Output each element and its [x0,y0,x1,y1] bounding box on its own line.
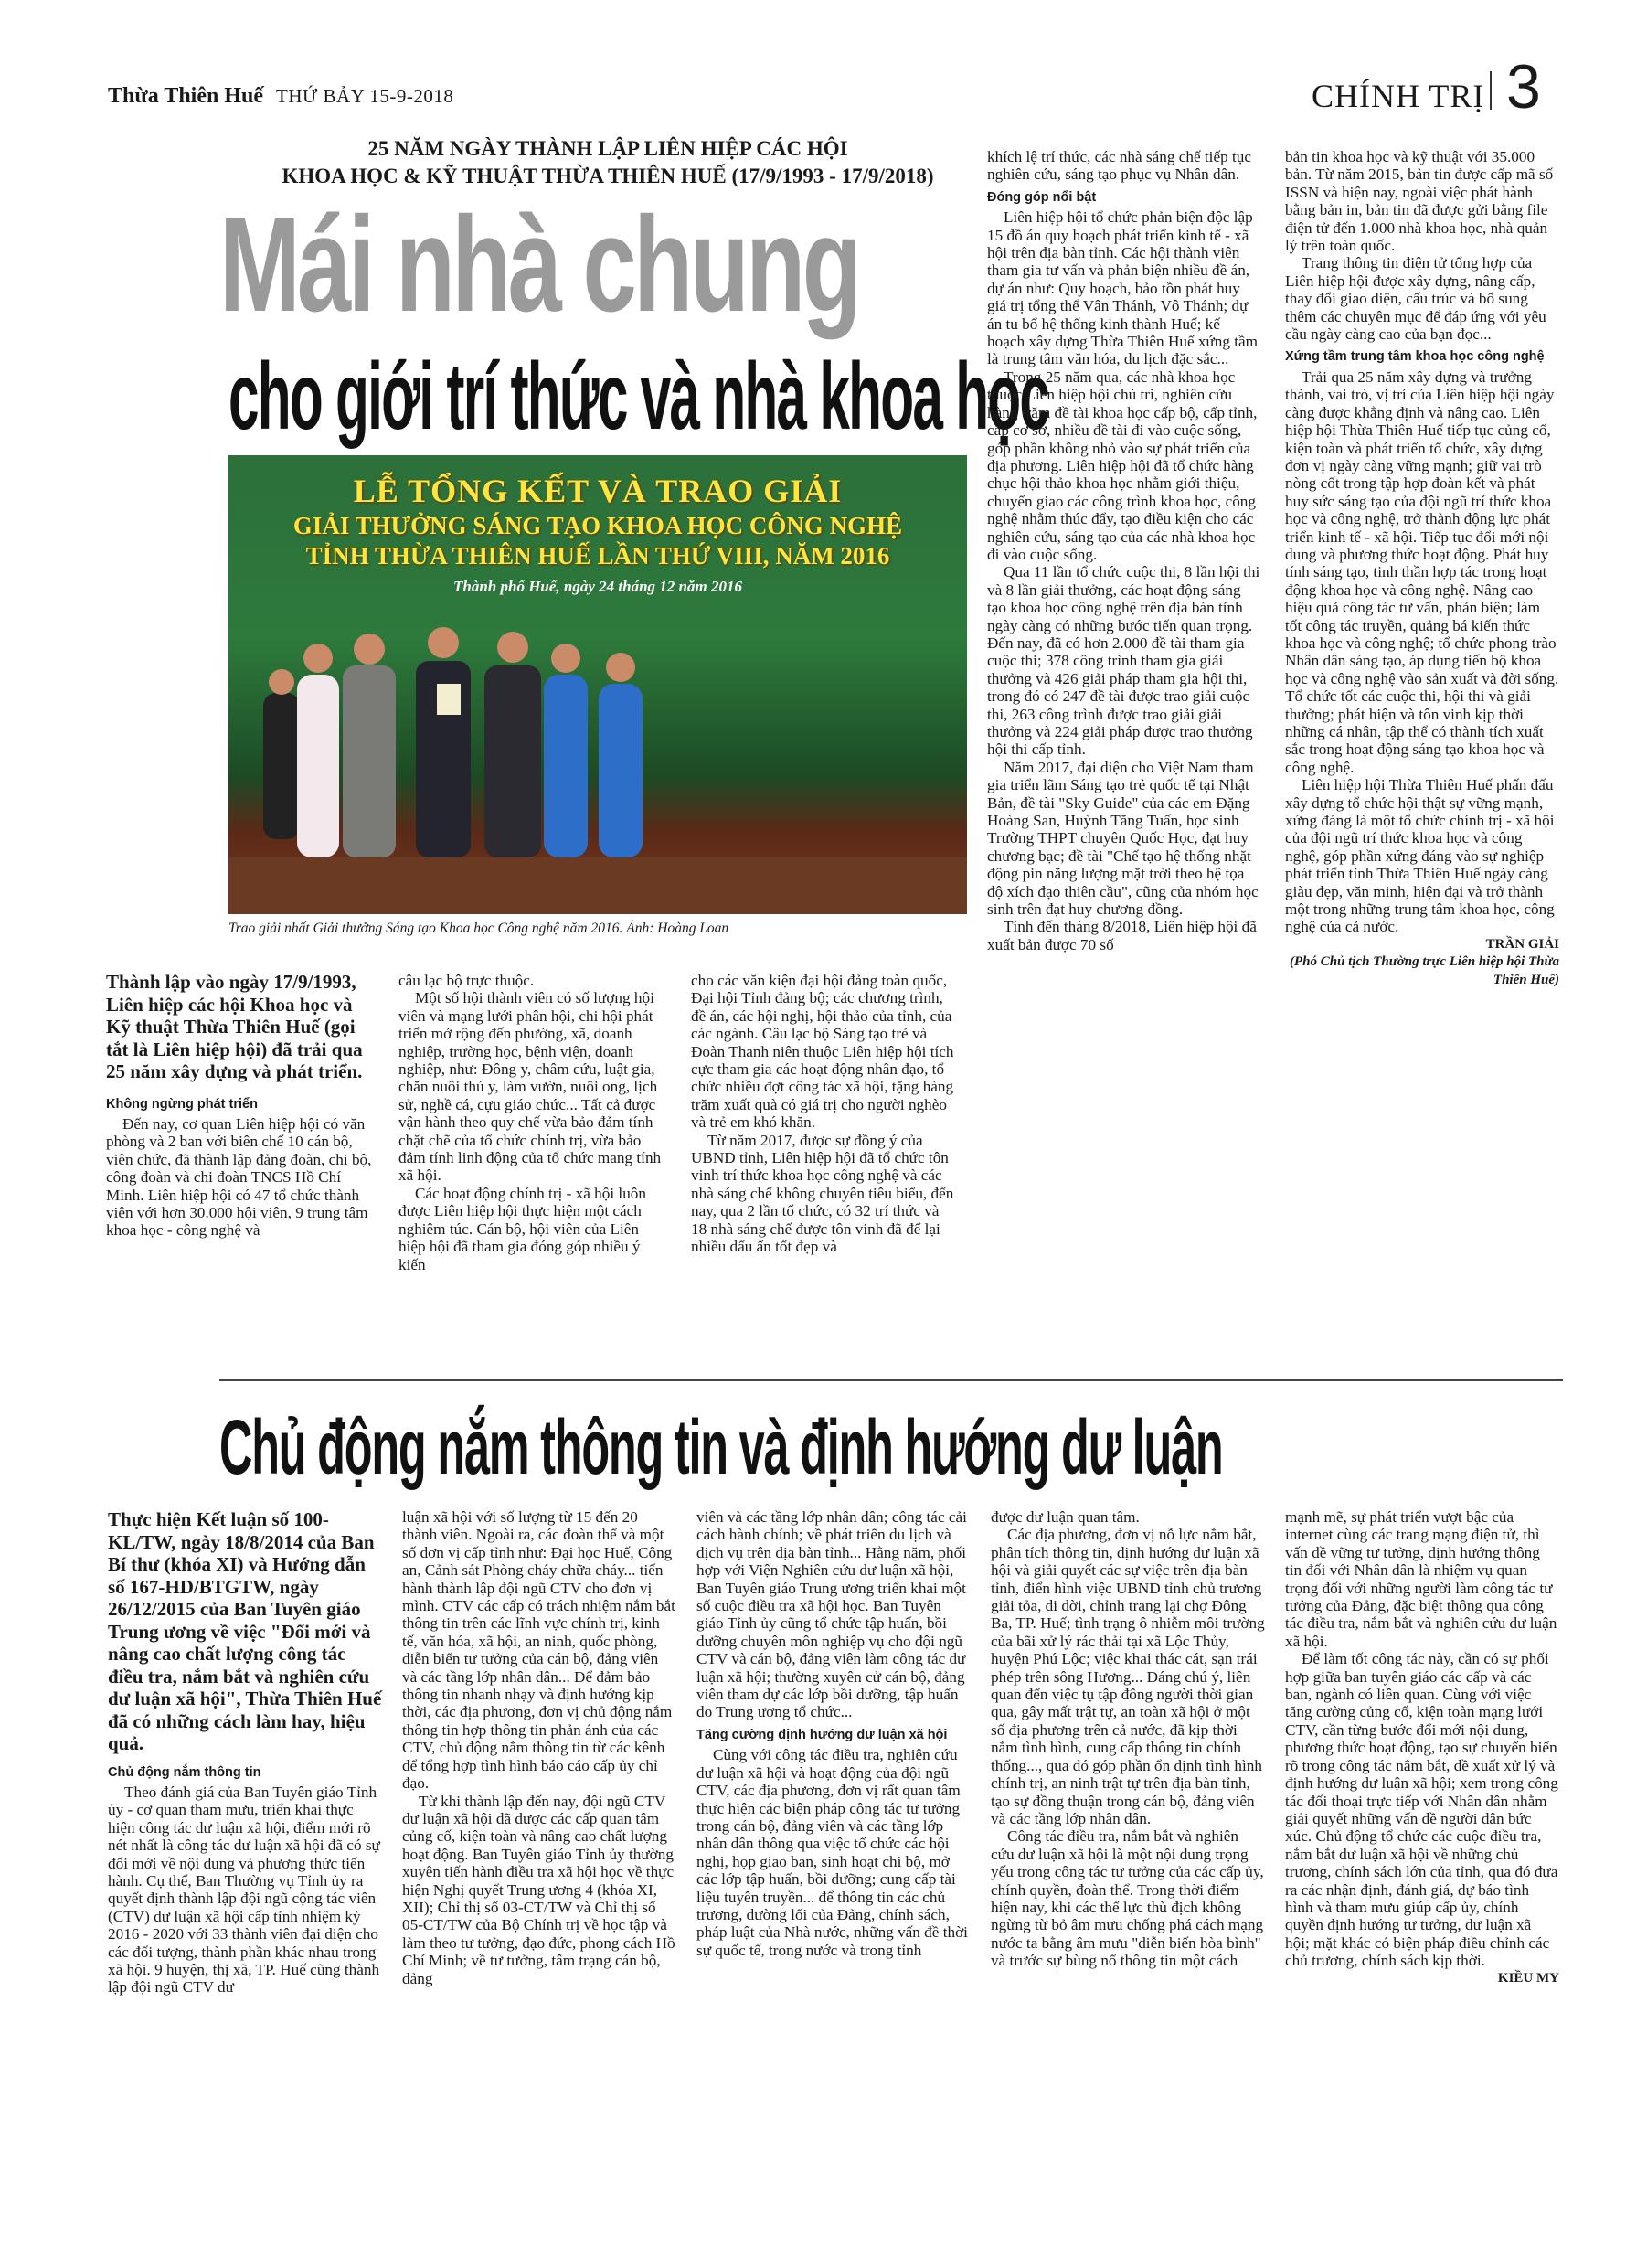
paragraph: Liên hiệp hội Thừa Thiên Huế phấn đấu xây dựng tổ chức hội thật sự vững mạnh, xứng đáng là một tổ chức chính trị - xã hội của đội ngũ trí thức khoa học và công nghệ, góp phần xứng đáng vào sự nghiệp phát triển tỉnh Thừa Thiên Huế ngày càng giàu đẹp, văn minh, hiện đại và trở thành một trong những trung tâm khoa học, công nghệ của cả nước. [1285,776,1555,936]
photo-banner-3: TỈNH THỪA THIÊN HUẾ LẦN THỨ VIII, NĂM 2016 [305,542,890,570]
person-figures [263,627,643,857]
paragraph: Công tác điều tra, nắm bắt và nghiên cứu dư luận xã hội là một nội dung trọng yếu trong công tác tư tưởng của các cấp ủy, chính quyền, đoàn thể. Trong thời điểm hiện nay, khi các thế lực thù địch không ngừng từ bỏ âm mưu chống phá cách mạng nước ta bằng âm mưu "diễn biến hòa bình" và trước sự bùng nổ thông tin một cách [991,1827,1264,1970]
paragraph: khích lệ trí thức, các nhà sáng chế tiếp tục nghiên cứu, sáng tạo phục vụ Nhân dân. [987,148,1251,184]
paragraph: câu lạc bộ trực thuộc. [398,972,535,989]
issue-date: THỨ BẢY 15-9-2018 [276,85,454,107]
article1-title-line-1: Mái nhà chung [219,189,859,340]
page-number: 3 [1506,52,1541,122]
author-byline: KIỀU MY [1497,1970,1559,1986]
paragraph: Đến nay, cơ quan Liên hiệp hội có văn phòng và 2 ban với biên chế 10 cán bộ, viên chức, đã thành lập đảng đoàn, chi bộ, công đoàn và chi đoàn TNCS Hồ Chí Minh. Liên hiệp hội có 47 tổ chức thành viên với hơn 30.000 hội viên, 9 trung tâm khoa học - công nghệ và [106,1114,372,1240]
paragraph: được dư luận quan tâm. [991,1508,1140,1526]
paragraph: Năm 2017, đại diện cho Việt Nam tham gia triển lãm Sáng tạo trẻ quốc tế tại Nhật Bản, đề tài "Sky Guide" của các em Đặng Hoàng San, Huỳnh Tăng Tuấn, học sinh Trường THPT chuyên Quốc Học, đạt huy chương bạc; đề tài "Chế tạo hệ thống nhặt động pin năng lượng mặt trời theo hệ tọa độ xích đạo thiên cầu", cũng của nhóm học sinh trên đạt huy chương đồng. [987,758,1259,919]
paragraph: bản tin khoa học và kỹ thuật với 35.000 bản. Từ năm 2015, bản tin được cấp mã số ISSN và hiện nay, ngoài việc phát hành bằng bản in, bản tin đã được gửi bằng file điện tử đến 1.000 nhà khoa học, nhà quản lý trên toàn quốc. [1285,148,1554,255]
paragraph: Cùng với công tác điều tra, nghiên cứu dư luận xã hội và hoạt động của đội ngũ CTV, các địa phương, đơn vị rất quan tâm thực hiện các biện pháp công tác tư tưởng trong cán bộ, đảng viên và các tầng lớp nhân dân thông qua việc tổ chức các hội nghị, họp giao ban, sinh hoạt chi bộ, mở các lớp tập huấn, bồi dưỡng; cung cấp tài liệu tuyên truyền... để thông tin các chủ trương, đường lối của Đảng, chính sách, pháp luật của Nhà nước, những vấn đề thời sự quốc tế, trong nước và trong tỉnh [696,1746,968,1959]
article1-column-5 [1285,148,1559,989]
photo-banner-2: GIẢI THƯỞNG SÁNG TẠO KHOA HỌC CÔNG NGHỆ [292,512,903,539]
article1-column-4 [987,148,1261,953]
paragraph: Từ năm 2017, được sự đồng ý của UBND tỉnh, Liên hiệp hội đã tổ chức tôn vinh trí thức khoa học công nghệ và các nhà sáng chế không chuyên tiêu biểu, đến nay, qua 2 lần tổ chức, có 32 trí thức và 18 nhà sáng chế được tôn vinh đã để lại nhiều dấu ấn tốt đẹp và [691,1131,954,1256]
author-role: (Phó Chủ tịch Thường trực Liên hiệp hội Thừa Thiên Huế) [1289,954,1559,987]
article1-column-1 [106,971,373,1240]
paragraph: Liên hiệp hội tổ chức phản biện độc lập 15 đồ án quy hoạch phát triển kinh tế - xã hội trên địa bàn tỉnh. Các hội thành viên tham gia tư vấn và phản biện nhiều đề án, dự án như: Quy hoạch, bảo tồn phát huy giá trị tổng thể Vân Thánh, Vô Thánh; dự án tu bổ hệ thống kinh thành Huế; kế hoạch xây dựng Thừa Thiên Huế xứng tầm là trung tâm văn hóa, du lịch đặc sắc... [987,208,1259,368]
article2-column-2 [402,1508,676,1987]
subheading: Chủ động nắm thông tin [108,1764,261,1780]
paragraph: Qua 11 lần tổ chức cuộc thi, 8 lần hội thi và 8 lần giải thưởng, các hoạt động sáng tạo khoa học công nghệ trên địa bàn tỉnh ngày càng có những bước tiến quan trọng. Đến nay, đã có hơn 2.000 đề tài tham gia cuộc thi; 378 công trình tham gia giải thưởng và 426 giải pháp tham gia hội thi, trong đó có 247 đề tài được trao giải cuộc thi, 263 công trình được trao giải giải thưởng và 224 giải pháp được trao thưởng hội thi cấp tỉnh. [987,563,1260,759]
people-illustration [228,455,967,914]
article2-lead: Thực hiện Kết luận số 100-KL/TW, ngày 18/8/2014 của Ban Bí thư (khóa XI) và Hướng dẫn số 167-HD/BTGTW, ngày 26/12/2015 của Ban Tuyên giáo Trung ương về việc "Đổi mới và nâng cao chất lượng công tác điều tra, nắm bắt và nghiên cứu dư luận xã hội", Thừa Thiên Huế đã có những cách làm hay, hiệu quả. [108,1508,382,1754]
kicker-line-2: KHOA HỌC & KỸ THUẬT THỪA THIÊN HUẾ (17/9/1993 - 17/9/2018) [282,165,934,187]
author-byline: TRẦN GIẢI [1485,936,1559,952]
section-divider [1490,71,1492,110]
paragraph: Để làm tốt công tác này, cần có sự phối hợp giữa ban tuyên giáo các cấp và các ban, ngành có liên quan. Cùng với việc tăng cường củng cố, kiện toàn mạng lưới CTV, cần từng bước đổi mới nội dung, phương thức hoạt động, tạo sự chuyển biến rõ trong công tác nắm bắt, đề xuất xử lý và định hướng dư luận xã hội; xem trọng công tác đối thoại trực tiếp với Nhân dân nhằm giải quyết những vấn đề người dân bức xúc. Chủ động tổ chức các cuộc điều tra, nắm bắt dư luận xã hội về những chủ trương, chính sách lớn của tỉnh, qua đó đưa ra các nhận định, đánh giá, dự báo tình hình và tham mưu giúp cấp ủy, chính quyền định hướng tư tưởng, dư luận xã hội; mặt khác có biện pháp điều chỉnh các chủ trương, chính sách kịp thời. [1285,1650,1558,1970]
photo-caption: Trao giải nhất Giải thưởng Sáng tạo Khoa học Công nghệ năm 2016. Ảnh: Hoàng Loan [228,921,729,936]
masthead [108,84,453,109]
article1-lead: Thành lập vào ngày 17/9/1993, Liên hiệp các hội Khoa học và Kỹ thuật Thừa Thiên Huế (gọi tắt là Liên hiệp hội) đã trải qua 25 năm xây dựng và phát triển. [106,971,363,1082]
subheading: Xứng tầm trung tâm khoa học công nghệ [1285,349,1545,365]
paragraph: Một số hội thành viên có số lượng hội viên và mạng lưới phân hội, chi hội phát triển mở rộng đến phường, xã, doanh nghiệp, trường học, bệnh viện, doanh nghiệp, như: Đông y, châm cứu, luật gia, chăn nuôi thú y, làm vườn, nuôi ong, lịch sử, nghề cá, cựu giáo chức... Tất cả được vận hành theo quy chế vừa bảo đảm tính chặt chẽ của tổ chức chính trị, vừa bảo đảm tính linh động của tổ chức mang tính xã hội. [398,989,662,1185]
paragraph: Từ khi thành lập đến nay, đội ngũ CTV dư luận xã hội đã được các cấp quan tâm củng cố, kiện toàn và nâng cao chất lượng hoạt động. Ban Tuyên giáo Tỉnh ủy thường xuyên tiến hành điều tra xã hội học về thực hiện Nghị quyết Trung ương 4 (khóa XI, XII); Chỉ thị số 03-CT/TW và Chỉ thị số 05-CT/TW của Bộ Chính trị về học tập và làm theo tư tưởng, đạo đức, phong cách Hồ Chí Minh; về tư tưởng, tâm trạng cán bộ, đảng [402,1792,675,1987]
article1-title-line-2: cho giới trí thức và nhà khoa học [228,344,1049,450]
subheading: Tăng cường định hướng dư luận xã hội [696,1727,948,1742]
paragraph: Theo đánh giá của Ban Tuyên giáo Tỉnh ủy - cơ quan tham mưu, triển khai thực hiện công tác dư luận xã hội, điểm mới rõ nét nhất là công tác dư luận xã hội đã có sự đổi mới về nội dung và phương thức tiến hành. Cụ thể, Ban Thường vụ Tỉnh ủy ra quyết định thành lập đội ngũ cộng tác viên (CTV) dư luận xã hội cấp tỉnh nhiệm kỳ 2016 - 2020 với 33 thành viên đại diện cho các đối tượng, thành phần khác nhau trong xã hội. 9 huyện, thị xã, TP. Huế cũng thành lập đội ngũ CTV dư [108,1783,380,1996]
kicker-line-1: 25 NĂM NGÀY THÀNH LẬP LIÊN HIỆP CÁC HỘI [367,137,848,160]
article1-column-3 [691,972,958,1256]
paragraph: viên và các tầng lớp nhân dân; công tác cải cách hành chính; về phát triển du lịch và dịch vụ trên địa bàn tỉnh... Hằng năm, phối hợp với Viện Nghiên cứu dư luận xã hội, Ban Tuyên giáo Trung ương triển khai một số cuộc điều tra xã hội học. Ban Tuyên giáo Tỉnh ủy cũng tổ chức tập huấn, bồi dưỡng chuyên môn nghiệp vụ cho đội ngũ CTV và cán bộ, đảng viên làm công tác dư luận xã hội; thường xuyên cử cán bộ, đảng viên tham dự các lớp bồi dưỡng, tập huấn do Trung ương tổ chức... [696,1508,967,1721]
paragraph: mạnh mẽ, sự phát triển vượt bậc của internet cùng các trang mạng điện tử, thì vấn đề vững tư tưởng, định hướng thông tin đối với Nhân dân là nhiệm vụ quan trọng đối với những người làm công tác tư tưởng của Đảng, đặc biệt thông qua công tác điều tra, nắm bắt và nghiên cứu dư luận xã hội. [1285,1508,1557,1650]
paragraph: cho các văn kiện đại hội đảng toàn quốc, Đại hội Tỉnh đảng bộ; các chương trình, đề án, các hội nghị, hội thảo của tỉnh, của các ngành. Câu lạc bộ Sáng tạo trẻ và Đoàn Thanh niên thuộc Liên hiệp hội tích cực tham gia các hoạt động nhân đạo, tổ chức nhiều đợt công tác xã hội, tặng hàng trăm xuất quà có giá trị cho người nghèo và trẻ em khó khăn. [691,972,954,1132]
award-ceremony-photo [228,455,967,914]
paragraph: Trang thông tin điện tử tổng hợp của Liên hiệp hội được xây dựng, nâng cấp, thay đổi giao diện, cấu trúc và bổ sung thêm các chuyên mục để đáp ứng với yêu cầu ngày càng cao của bạn đọc... [1285,254,1546,344]
subheading: Đóng góp nổi bật [987,189,1097,205]
article-divider [219,1379,1563,1381]
paragraph: Tính đến tháng 8/2018, Liên hiệp hội đã xuất bản được 70 số [987,918,1257,953]
subheading: Không ngừng phát triển [106,1096,258,1112]
section-label: CHÍNH TRỊ [1312,78,1485,114]
paragraph: Trong 25 năm qua, các nhà khoa học thuộc Liên hiệp hội chủ trì, nghiên cứu hàng trăm đề tài khoa học cấp bộ, cấp tỉnh, cấp cơ sở, nhiều đề tài đi vào cuộc sống, góp phần không nhỏ vào sự phát triển của địa phương. Liên hiệp hội đã tổ chức hàng chục hội thảo khoa học nhằm giới thiệu, chuyển giao các công trình khoa học, công nghệ nhằm thúc đẩy, tạo điều kiện cho các nghiên cứu, sáng tạo của các nhà khoa học đi vào cuộc sống. [987,367,1258,563]
photo-banner-4: Thành phố Huế, ngày 24 tháng 12 năm 2016 [453,578,742,595]
article1-kicker [228,135,987,190]
paragraph: Trải qua 25 năm xây dựng và trưởng thành, vai trò, vị trí của Liên hiệp hội ngày càng được khẳng định và nâng cao. Liên hiệp hội Thừa Thiên Huế tiếp tục củng cố, kiện toàn và phát triển tổ chức, xây dựng đơn vị ngày càng vững mạnh; giữ vai trò nòng cốt trong tập hợp đoàn kết và phát huy sức sáng tạo của đội ngũ trí thức khoa học và công nghệ, trở thành động lực phát triển kinh tế - xã hội. Tiếp tục đổi mới nội dung và phương thức hoạt động. Phát huy tính sáng tạo, tinh thần hợp tác trong hoạt động khoa học và công nghệ. Nâng cao hiệu quả công tác tư vấn, phản biện; làm tốt công tác truyền, quảng bá kiến thức khoa học và công nghệ; tổ chức phong trào Nhân dân sáng tạo, áp dụng tiến bộ khoa học và công nghệ vào sản xuất và đời sống. Tổ chức tốt các cuộc thi, hội thi và giải thưởng; phát hiện và tôn vinh kịp thời những cá nhân, tập thể có thành tích xuất sắc trong hoạt động sáng tạo khoa học và công nghệ. [1285,367,1559,776]
article2-column-5 [1285,1508,1559,1987]
article2-column-1 [108,1508,382,1996]
newspaper-name: Thừa Thiên Huế [108,84,264,108]
paragraph: Các hoạt động chính trị - xã hội luôn được Liên hiệp hội thực hiện một cách nghiêm túc. Cán bộ, hội viên của Liên hiệp hội đã tham gia đóng góp nhiều ý kiến [398,1184,646,1273]
paragraph: luận xã hội với số lượng từ 15 đến 20 thành viên. Ngoài ra, các đoàn thể và một số đơn vị cấp tỉnh như: Đại học Huế, Công an, Cảnh sát Phòng cháy chữa cháy... tiến hành thành lập đội ngũ CTV cho đơn vị mình. CTV các cấp có trách nhiệm nắm bắt thông tin trên các lĩnh vực chính trị, kinh tế, văn hóa, xã hội, an ninh, quốc phòng, diễn biến tư tưởng của cán bộ, đảng viên và các tầng lớp nhân dân... Để đảm bảo thông tin nhanh nhạy và định hướng kịp thời, các địa phương, đơn vị chủ động nắm thông tin hợp thông tin phản ánh của các CTV, chủ động nắm thông tin từ các kênh để tổng hợp tình hình báo cáo cấp ủy chỉ đạo. [402,1508,675,1793]
article1-column-2 [398,972,665,1273]
paragraph: Các địa phương, đơn vị nỗ lực nắm bắt, phân tích thông tin, định hướng dư luận xã hội và giải quyết các sự việc trên địa bàn tỉnh, điển hình việc UBND tỉnh chủ trương giải tỏa, di dời, chỉnh trang lại chợ Đông Ba, TP. Huế; tình trạng ô nhiễm môi trường của bãi xử lý rác thải tại xã Lộc Thủy, huyện Phú Lộc; việc khai thác cát, sạn trái phép trên sông Hương... Đáng chú ý, liên quan đến việc tụ tập đông người thời gian qua, gây mất trật tự, an toàn xã hội ở một số địa phương trên cả nước, đã kịp thời nắm tình hình, cung cấp thông tin chính thống..., qua đó góp phần ổn định tình hình chính trị, an ninh trật tự trên địa bàn tỉnh, tạo sự đồng thuận trong cán bộ, đảng viên và các tầng lớp nhân dân. [991,1526,1265,1827]
photo-banner-1: LỄ TỔNG KẾT VÀ TRAO GIẢI [353,473,843,509]
article2-title: Chủ động nắm thông tin và định hướng dư luận [219,1404,1223,1490]
article2-column-3 [696,1508,971,1959]
article2-column-4 [991,1508,1265,1970]
